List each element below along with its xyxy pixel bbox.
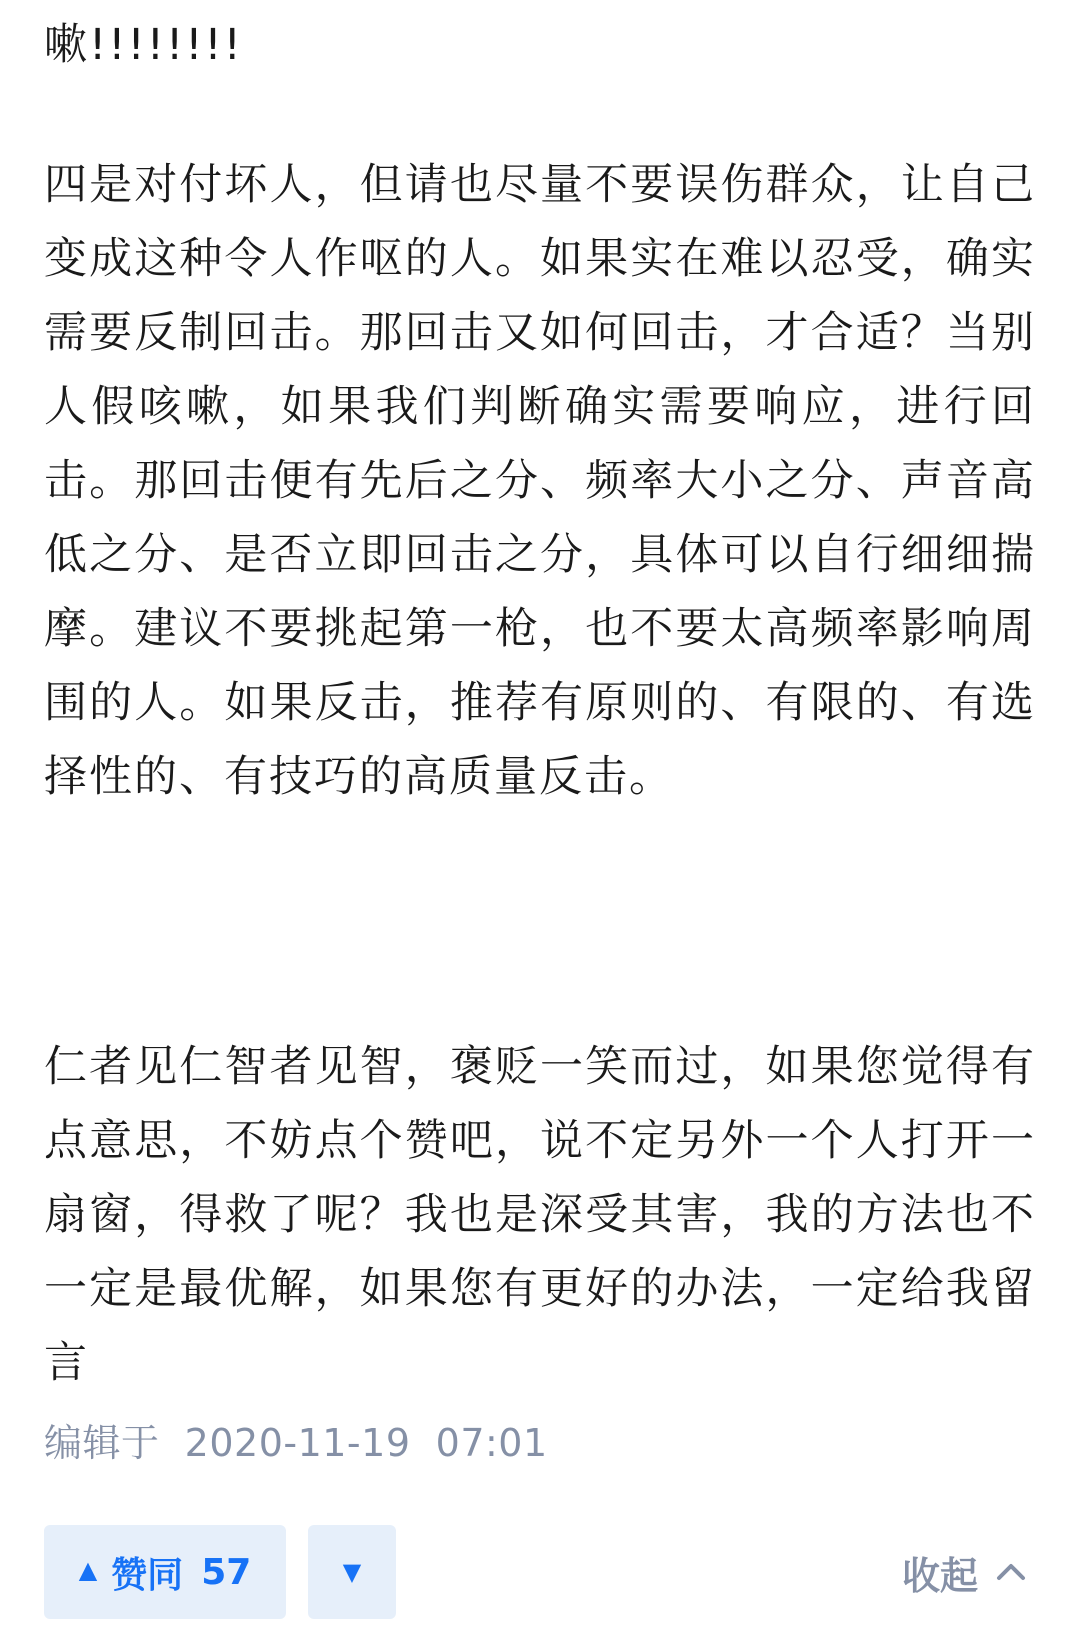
- chevron-up-icon: [994, 1555, 1028, 1589]
- collapse-label: 收起: [901, 1553, 978, 1598]
- upvote-label: 赞同: [111, 1554, 184, 1596]
- answer-actions: [44, 1525, 1036, 1619]
- downvote-button[interactable]: [308, 1525, 396, 1619]
- upvote-button[interactable]: [44, 1525, 286, 1619]
- triangle-up-icon: ▲: [78, 1556, 98, 1584]
- paragraph: 四是对付坏人，但请也尽量不要误伤群众，让自己变成这种令人作呕的人。如果实在难以忍受，确实需要反制回击。那回击又如何回击，才合适？当别人假咳嗽，如果我们判断确实需要响应，进行回击。那回击便有先后之分、频率大小之分、声音高低之分、是否立即回击之分，具体可以自行细细揣摩。建议不要挑起第一枪，也不要太高频率影响周围的人。如果反击，推荐有原则的、有限的、有选择性的、有技巧的高质量反击。: [44, 160, 1036, 802]
- paragraph: 仁者见仁智者见智，褒贬一笑而过，如果您觉得有点意思，不妨点个赞吧，说不定另外一个人打开一扇窗，得救了呢？我也是深受其害，我的方法也不一定是最优解，如果您有更好的办法，一定给我留言: [44, 1042, 1036, 1388]
- paragraph: 嗽!!!!!!!!: [44, 20, 243, 70]
- collapse-button[interactable]: [902, 1525, 1028, 1619]
- triangle-down-icon: ▼: [342, 1558, 362, 1586]
- edited-timestamp: 编辑于 2020-11-19 07:01: [44, 1421, 548, 1465]
- upvote-count: 57: [201, 1551, 252, 1593]
